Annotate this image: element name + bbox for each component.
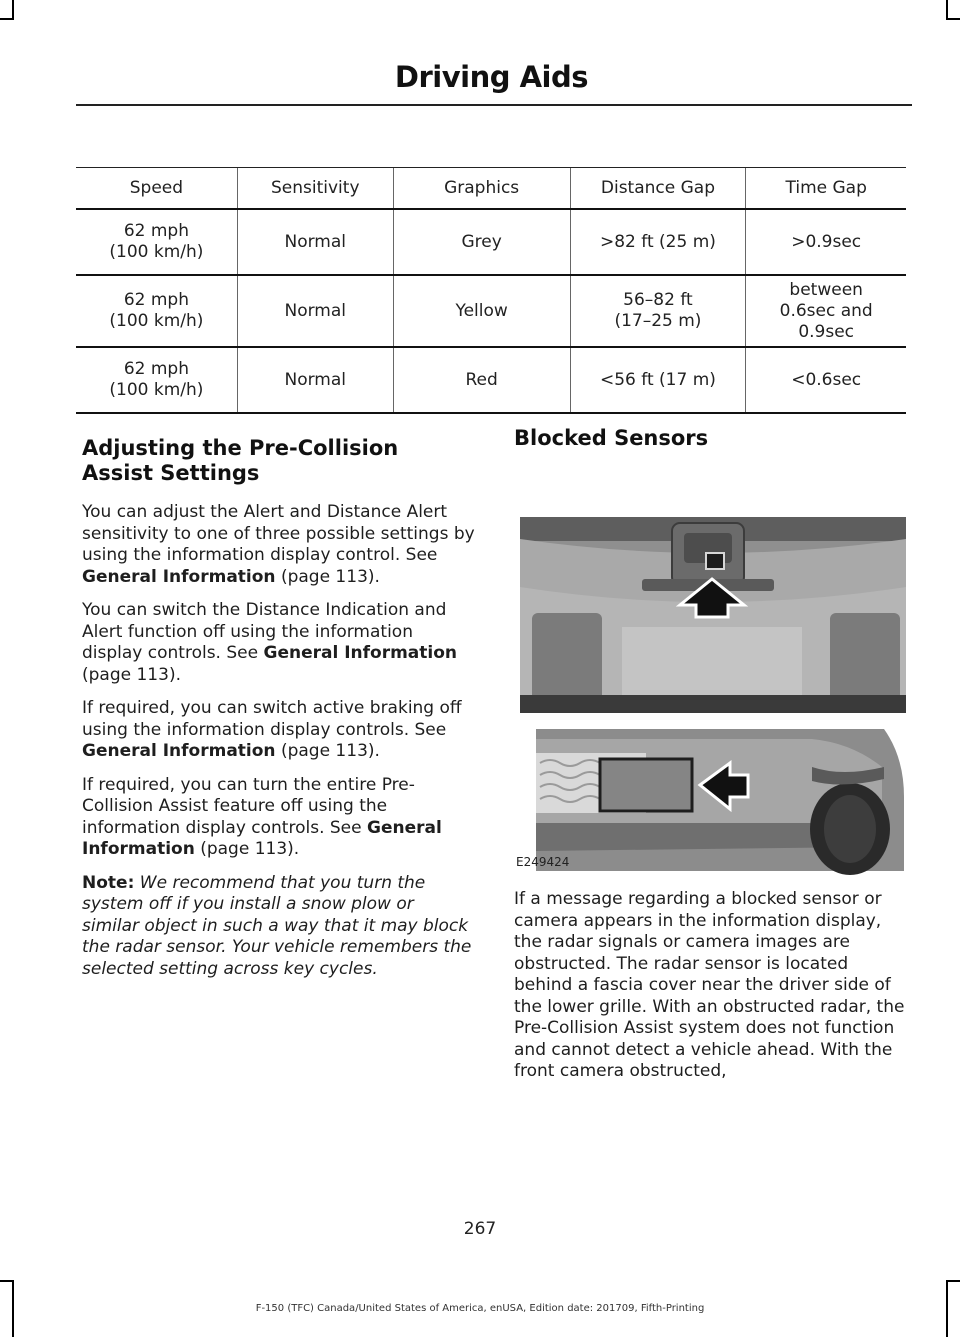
paragraph-text: You can adjust the Alert and Distance Alert sensitivity to one of three possible settings by using the information display control. See bbox=[82, 502, 475, 565]
page-reference: (page 113). bbox=[82, 664, 181, 685]
note-text: We recommend that you turn the system off if you install a snow plow or similar object in such a way that it may block the radar sensor. Your vehicle remembers the selected setting across key cycles. bbox=[82, 872, 472, 979]
table-cell bbox=[746, 275, 906, 347]
table-header-cell: Time Gap bbox=[746, 168, 906, 210]
crop-mark-bottom-left-h bbox=[0, 1280, 14, 1282]
cell-line: Grey bbox=[461, 231, 502, 252]
distance-gap-table bbox=[76, 167, 906, 414]
table-header-cell: Sensitivity bbox=[237, 168, 393, 210]
section-heading: Adjusting the Pre-Collision Assist Settings bbox=[82, 436, 399, 485]
cell-line: 0.9sec bbox=[798, 321, 855, 342]
cell-line: (100 km/h) bbox=[109, 311, 204, 331]
crop-mark-top-left-v bbox=[12, 0, 14, 20]
cell-line: Normal bbox=[284, 369, 347, 390]
cell-line: 62 mph bbox=[123, 359, 189, 379]
cell-line: 62 mph bbox=[123, 221, 189, 241]
note-label: Note: bbox=[82, 872, 135, 893]
cell-line: Yellow bbox=[455, 300, 508, 321]
table-cell bbox=[393, 209, 570, 275]
left-column bbox=[82, 436, 476, 992]
paragraph-text: If required, you can turn the entire Pre-Collision Assist feature off using the information display controls. See bbox=[82, 774, 415, 838]
table-cell bbox=[746, 347, 906, 413]
crop-mark-top-right-h bbox=[946, 18, 960, 20]
note bbox=[82, 873, 476, 981]
table-row bbox=[76, 347, 906, 413]
table-cell bbox=[393, 347, 570, 413]
paragraph bbox=[82, 698, 476, 763]
cell-line: <0.6sec bbox=[791, 369, 862, 390]
cross-reference-link[interactable]: General Information bbox=[82, 741, 276, 761]
cell-line: (100 km/h) bbox=[109, 380, 204, 400]
crop-mark-top-right-v bbox=[946, 0, 948, 20]
cross-reference-link[interactable]: General Information bbox=[82, 817, 442, 859]
cross-reference-link[interactable]: General Information bbox=[82, 566, 276, 587]
front-bumper-radar-view bbox=[520, 729, 906, 875]
page-reference: (page 113). bbox=[280, 741, 380, 761]
table-cell bbox=[746, 209, 906, 275]
table-row bbox=[76, 275, 906, 347]
page-reference: (page 113). bbox=[280, 566, 380, 587]
table-cell bbox=[393, 275, 570, 347]
table-header-cell: Speed bbox=[76, 168, 237, 210]
table-cell bbox=[570, 347, 746, 413]
sensor-illustration-svg bbox=[512, 467, 906, 877]
paragraph bbox=[82, 502, 476, 588]
table-header-row bbox=[76, 168, 906, 210]
table-header-cell: Graphics bbox=[393, 168, 570, 210]
paragraph bbox=[82, 775, 476, 861]
cell-line: 62 mph bbox=[123, 290, 189, 310]
crop-mark-top-left-h bbox=[0, 18, 14, 20]
edition-footer: F-150 (TFC) Canada/United States of America, enUSA, Edition date: 201709, Fifth-Printing bbox=[255, 1303, 705, 1314]
table-cell bbox=[237, 347, 393, 413]
sensor-location-illustration bbox=[512, 467, 906, 877]
paragraph bbox=[82, 600, 476, 686]
table-cell bbox=[76, 209, 237, 275]
page-reference: (page 113). bbox=[200, 839, 300, 859]
cell-line: Normal bbox=[284, 300, 347, 321]
page-title: Driving Aids bbox=[394, 60, 588, 94]
cell-line: (100 km/h) bbox=[109, 242, 204, 262]
cross-reference-link[interactable]: General Information bbox=[263, 643, 458, 663]
cell-line: 0.6sec and bbox=[779, 300, 873, 321]
page-number: 267 bbox=[463, 1219, 497, 1239]
table-cell bbox=[237, 209, 393, 275]
table-header-cell: Distance Gap bbox=[570, 168, 746, 210]
cell-line: between bbox=[789, 279, 863, 300]
cell-line: (17–25 m) bbox=[614, 311, 702, 331]
figure-code: E249424 bbox=[516, 855, 570, 869]
paragraph-text: You can switch the Distance Indication and Alert function off using the information display controls. See bbox=[82, 600, 447, 663]
header-divider bbox=[76, 104, 912, 106]
paragraph-text: If required, you can switch active braking off using the information display controls. See bbox=[82, 698, 462, 740]
table-cell bbox=[570, 275, 746, 347]
table-row bbox=[76, 209, 906, 275]
right-column bbox=[514, 426, 908, 1095]
cell-line: 56–82 ft bbox=[623, 290, 693, 310]
windshield-camera-view bbox=[520, 517, 906, 713]
crop-mark-bottom-right-h bbox=[946, 1280, 960, 1282]
table-cell bbox=[237, 275, 393, 347]
section-heading: Blocked Sensors bbox=[514, 426, 709, 450]
table-cell bbox=[76, 347, 237, 413]
paragraph: If a message regarding a blocked sensor or camera appears in the information display, the radar signals or camera images are obstructed. The radar sensor is located behind a fascia cover near the driver side of the lower grille. With an obstructed radar, the Pre-Collision Assist system does not function and cannot detect a vehicle ahead. With the front camera obstructed, bbox=[514, 889, 905, 1081]
cell-line: >82 ft (25 m) bbox=[599, 231, 716, 252]
cell-line: Normal bbox=[284, 231, 347, 252]
table-cell bbox=[76, 275, 237, 347]
cell-line: >0.9sec bbox=[791, 231, 862, 252]
cell-line: <56 ft (17 m) bbox=[599, 369, 716, 390]
table-cell bbox=[570, 209, 746, 275]
cell-line: Red bbox=[465, 369, 498, 390]
